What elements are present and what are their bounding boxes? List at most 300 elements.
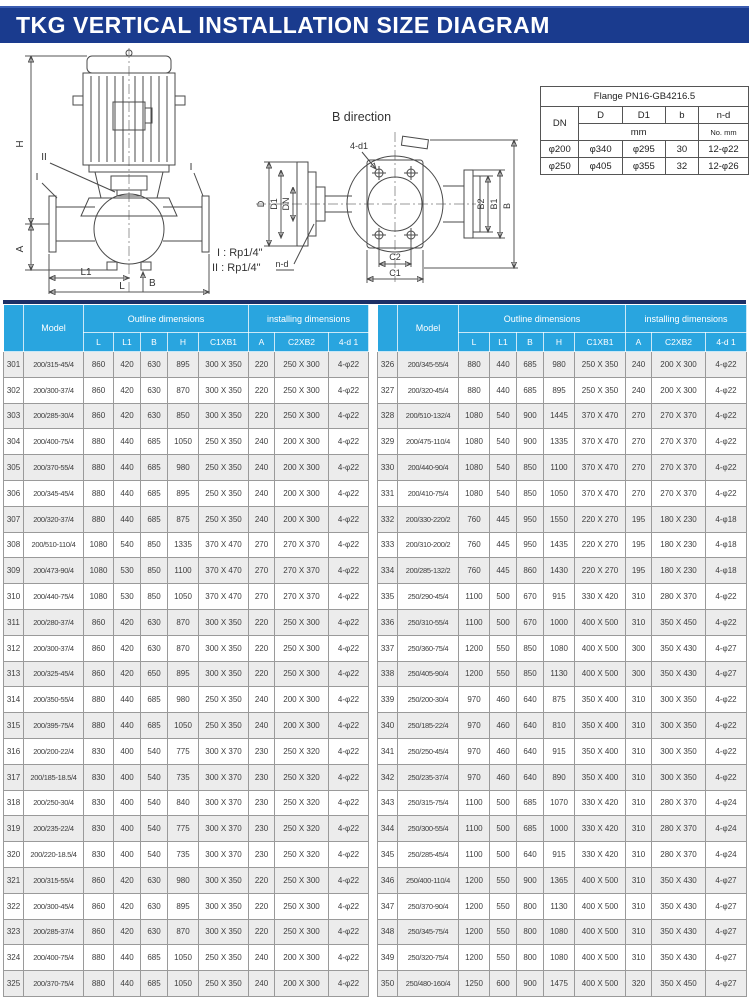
model-cell: 250/290-45/4 (398, 584, 459, 610)
dimension-cell: 250 X 300 (275, 661, 329, 687)
dimension-cell: 4-φ22 (329, 377, 369, 403)
outline-dimensions-group-header: Outline dimensions (459, 305, 626, 333)
dimension-cell: 900 (517, 971, 544, 997)
dimension-cell: 685 (141, 506, 168, 532)
dimension-cell: 200 X 300 (275, 713, 329, 739)
dimension-cell: 915 (544, 584, 575, 610)
dimension-cell: 270 (626, 455, 652, 481)
dimension-cell: 4-φ27 (706, 971, 747, 997)
dimension-cell: 445 (490, 532, 517, 558)
model-cell: 250/370-90/4 (398, 893, 459, 919)
table-row (378, 532, 747, 558)
dimension-cell: 200 X 300 (275, 687, 329, 713)
column-header-a: A (626, 333, 652, 352)
dim-label-c1: C1 (389, 268, 401, 278)
dim-label-h: H (15, 140, 26, 148)
dimension-cell: 420 (114, 352, 141, 378)
dimension-cell: 200 X 300 (652, 377, 706, 403)
table-header-row (4, 305, 369, 333)
dimension-cell: 860 (84, 893, 114, 919)
model-cell: 200/200-22/4 (24, 738, 84, 764)
flange-cell: φ355 (622, 158, 665, 175)
dimension-cell: 250 X 300 (275, 403, 329, 429)
dimension-cell: 330 X 420 (575, 816, 626, 842)
dimension-cell: 1435 (544, 532, 575, 558)
row-number-cell: 330 (378, 455, 398, 481)
dimension-cell: 4-φ22 (706, 738, 747, 764)
dim-label-l: L (119, 281, 125, 292)
column-header-l1: L1 (490, 333, 517, 352)
model-cell: 200/285-30/4 (24, 403, 84, 429)
dimension-cell: 830 (84, 764, 114, 790)
column-header-l1: L1 (114, 333, 141, 352)
dimension-cell: 250 X 350 (199, 971, 249, 997)
dimension-cell: 300 X 350 (652, 738, 706, 764)
model-cell: 200/330-220/2 (398, 506, 459, 532)
dimension-cell: 640 (517, 687, 544, 713)
dimension-cell: 350 X 400 (575, 687, 626, 713)
dimension-cell: 630 (141, 352, 168, 378)
dimension-cell: 1050 (544, 480, 575, 506)
dimension-cell: 220 (249, 867, 275, 893)
dimension-cell: 195 (626, 506, 652, 532)
dimension-cell: 310 (626, 609, 652, 635)
model-cell: 200/370-55/4 (24, 455, 84, 481)
dimension-cell: 440 (114, 971, 141, 997)
dimension-cell: 4-φ18 (706, 558, 747, 584)
dimension-cell: 500 (490, 816, 517, 842)
table-row (4, 506, 369, 532)
dimension-cell: 650 (141, 661, 168, 687)
dimension-cell: 4-φ22 (706, 429, 747, 455)
table-row (4, 377, 369, 403)
dimension-cell: 4-φ22 (329, 919, 369, 945)
row-number-cell: 313 (4, 661, 24, 687)
dimension-cell: 250 X 320 (275, 816, 329, 842)
dimension-cell: 850 (517, 661, 544, 687)
table-row (378, 842, 747, 868)
model-cell: 250/200-30/4 (398, 687, 459, 713)
dimension-cell: 320 (626, 971, 652, 997)
dimension-cell: 250 X 300 (275, 609, 329, 635)
dimension-cell: 775 (168, 816, 199, 842)
model-cell: 200/440-90/4 (398, 455, 459, 481)
dimension-cell: 4-φ24 (706, 816, 747, 842)
flange-cell: φ295 (622, 141, 665, 158)
table-row (4, 532, 369, 558)
dimension-cell: 4-φ22 (329, 429, 369, 455)
dimension-cell: 300 X 350 (199, 403, 249, 429)
table-row (378, 506, 747, 532)
dimension-cell: 400 X 500 (575, 867, 626, 893)
dimension-cell: 195 (626, 558, 652, 584)
model-cell: 250/315-75/4 (398, 790, 459, 816)
dimension-cell: 400 X 500 (575, 609, 626, 635)
dimension-cell: 370 X 470 (575, 403, 626, 429)
dimension-cell: 350 X 430 (652, 945, 706, 971)
table-row (378, 816, 747, 842)
model-cell: 200/370-75/4 (24, 971, 84, 997)
table-row (4, 352, 369, 378)
dimension-cell: 860 (84, 609, 114, 635)
dimension-cell: 300 X 370 (199, 816, 249, 842)
model-cell: 200/235-22/4 (24, 816, 84, 842)
dimension-cell: 370 X 470 (575, 429, 626, 455)
model-cell: 200/250-30/4 (24, 790, 84, 816)
model-cell: 200/320-45/4 (398, 377, 459, 403)
flange-cell: 30 (665, 141, 698, 158)
dimension-cell: 950 (517, 506, 544, 532)
row-number-cell: 305 (4, 455, 24, 481)
dimension-cell: 330 X 420 (575, 584, 626, 610)
table-row (378, 945, 747, 971)
row-number-cell: 319 (4, 816, 24, 842)
column-header-b: B (141, 333, 168, 352)
dimension-cell: 420 (114, 377, 141, 403)
dimension-cell: 250 X 350 (199, 687, 249, 713)
dimension-cell: 540 (490, 480, 517, 506)
dimension-cell: 440 (490, 352, 517, 378)
table-row (4, 455, 369, 481)
dimension-cell: 250 X 320 (275, 790, 329, 816)
table-row (378, 352, 747, 378)
dimension-cell: 350 X 400 (575, 738, 626, 764)
dimension-cell: 860 (84, 403, 114, 429)
installing-dimensions-group-header: installing dimensions (249, 305, 369, 333)
dimension-cell: 1130 (544, 893, 575, 919)
dimension-cell: 350 X 430 (652, 893, 706, 919)
dimension-cell: 300 (626, 661, 652, 687)
dimension-cell: 220 (249, 377, 275, 403)
dimension-cell: 880 (459, 352, 490, 378)
dimension-cell: 1100 (459, 584, 490, 610)
dimension-cell: 670 (517, 584, 544, 610)
dimension-cell: 240 (249, 687, 275, 713)
table-row (378, 764, 747, 790)
dimension-cell: 830 (84, 738, 114, 764)
table-row (4, 764, 369, 790)
model-cell: 200/220-18.5/4 (24, 842, 84, 868)
dimension-cell: 4-φ22 (329, 842, 369, 868)
dimension-cell: 400 (114, 764, 141, 790)
dimension-cell: 1080 (84, 558, 114, 584)
dimension-cell: 4-φ22 (329, 403, 369, 429)
dimension-cell: 230 (249, 738, 275, 764)
model-cell: 250/320-75/4 (398, 945, 459, 971)
dimension-cell: 630 (141, 867, 168, 893)
dimension-cell: 1200 (459, 893, 490, 919)
dimension-cell: 4-φ22 (706, 352, 747, 378)
row-number-cell: 317 (4, 764, 24, 790)
dimension-cell: 220 X 270 (575, 506, 626, 532)
row-number-cell: 350 (378, 971, 398, 997)
row-number-cell: 314 (4, 687, 24, 713)
dimension-cell: 685 (517, 352, 544, 378)
row-number-cell: 339 (378, 687, 398, 713)
dimension-cell: 860 (84, 919, 114, 945)
row-number-cell: 304 (4, 429, 24, 455)
dimension-cell: 220 (249, 661, 275, 687)
row-number-cell: 322 (4, 893, 24, 919)
dimension-cell: 310 (626, 584, 652, 610)
dimension-cell: 500 (490, 790, 517, 816)
dimension-cell: 1080 (544, 635, 575, 661)
dimension-cell: 4-φ18 (706, 506, 747, 532)
table-row (4, 635, 369, 661)
model-cell: 250/400-110/4 (398, 867, 459, 893)
dimension-cell: 350 X 450 (652, 971, 706, 997)
dimension-cell: 220 (249, 635, 275, 661)
dimension-cell: 300 X 350 (652, 687, 706, 713)
row-number-cell: 335 (378, 584, 398, 610)
dimension-cell: 460 (490, 687, 517, 713)
dimension-cell: 970 (459, 687, 490, 713)
dimension-cell: 4-φ22 (329, 790, 369, 816)
dimension-cell: 230 (249, 764, 275, 790)
dimension-cell: 860 (84, 867, 114, 893)
model-cell: 250/310-55/4 (398, 609, 459, 635)
dimension-cell: 250 X 300 (275, 377, 329, 403)
dimension-cell: 200 X 300 (652, 352, 706, 378)
column-header-dn: DN (541, 107, 579, 141)
dimension-cell: 4-φ27 (706, 893, 747, 919)
dimension-cell: 850 (517, 455, 544, 481)
dimension-cell: 4-φ27 (706, 867, 747, 893)
dimension-cell: 1080 (84, 532, 114, 558)
dimension-cell: 550 (490, 635, 517, 661)
row-number-cell: 327 (378, 377, 398, 403)
dimension-cell: 1000 (544, 609, 575, 635)
dimension-cell: 240 (249, 480, 275, 506)
dimension-cell: 600 (490, 971, 517, 997)
model-cell: 200/325-45/4 (24, 661, 84, 687)
dimension-cell: 895 (544, 377, 575, 403)
dimension-cell: 445 (490, 506, 517, 532)
table-row (378, 687, 747, 713)
dimension-cell: 310 (626, 867, 652, 893)
dimension-cell: 440 (114, 713, 141, 739)
row-number-cell: 325 (4, 971, 24, 997)
table-row (4, 945, 369, 971)
dimension-cell: 310 (626, 713, 652, 739)
dimension-cell: 1200 (459, 919, 490, 945)
dimension-cell: 980 (168, 867, 199, 893)
dimension-cell: 310 (626, 790, 652, 816)
dimension-cell: 310 (626, 842, 652, 868)
dimension-cell: 180 X 230 (652, 558, 706, 584)
dimension-cell: 850 (141, 558, 168, 584)
dimension-cell: 1365 (544, 867, 575, 893)
column-header-4d1: 4-d 1 (706, 333, 747, 352)
model-cell: 250/405-90/4 (398, 661, 459, 687)
dimension-cell: 250 X 300 (275, 352, 329, 378)
dimension-cell: 300 X 370 (199, 738, 249, 764)
dimension-cell: 895 (168, 352, 199, 378)
dimension-cell: 300 X 350 (199, 919, 249, 945)
row-number-cell: 302 (4, 377, 24, 403)
table-row (378, 429, 747, 455)
model-cell: 200/310-200/2 (398, 532, 459, 558)
dimension-cell: 4-φ22 (329, 661, 369, 687)
dimension-cell: 250 X 320 (275, 764, 329, 790)
dimension-cell: 440 (114, 429, 141, 455)
dimension-cell: 420 (114, 867, 141, 893)
dimension-cell: 1200 (459, 945, 490, 971)
model-cell: 200/300-45/4 (24, 893, 84, 919)
dimension-cell: 4-φ18 (706, 532, 747, 558)
dimension-cell: 230 (249, 790, 275, 816)
dimension-cell: 180 X 230 (652, 532, 706, 558)
dimension-cell: 900 (517, 867, 544, 893)
dim-label-b1: B1 (489, 198, 499, 210)
dimension-cell: 1430 (544, 558, 575, 584)
dimension-cell: 980 (168, 455, 199, 481)
dimension-cell: 420 (114, 635, 141, 661)
row-number-cell: 345 (378, 842, 398, 868)
dimension-cell: 240 (626, 352, 652, 378)
dimension-cell: 350 X 400 (575, 713, 626, 739)
dimension-cell: 250 X 300 (275, 867, 329, 893)
dimension-cell: 900 (517, 403, 544, 429)
dimension-cell: 4-φ22 (706, 584, 747, 610)
column-header-b: b (665, 107, 698, 124)
dim-label-d: D (256, 200, 266, 208)
table-row (378, 558, 747, 584)
number-column-header (378, 305, 398, 352)
column-header-4d1: 4-d 1 (329, 333, 369, 352)
model-cell: 250/235-37/4 (398, 764, 459, 790)
row-number-cell: 308 (4, 532, 24, 558)
dimension-cell: 1100 (459, 816, 490, 842)
dimension-cell: 630 (141, 635, 168, 661)
dimension-cell: 195 (626, 532, 652, 558)
row-number-cell: 310 (4, 584, 24, 610)
table-row (4, 738, 369, 764)
dimension-cell: 220 (249, 609, 275, 635)
dimension-cell: 1100 (168, 558, 199, 584)
dimension-cell: 250 X 350 (199, 945, 249, 971)
dimension-cell: 540 (141, 790, 168, 816)
dimension-cell: 1050 (168, 584, 199, 610)
dimension-cell: 1200 (459, 661, 490, 687)
model-column-header: Model (24, 305, 84, 352)
label-4-d1: 4-d1 (350, 141, 369, 151)
dimension-cell: 280 X 370 (652, 790, 706, 816)
number-column-header (4, 305, 24, 352)
page-header-banner (0, 6, 749, 43)
dimension-cell: 250 X 300 (275, 635, 329, 661)
dimension-cell: 880 (84, 480, 114, 506)
row-number-cell: 342 (378, 764, 398, 790)
dimension-cell: 500 (490, 609, 517, 635)
dimension-cell: 1200 (459, 635, 490, 661)
dim-label-dn: DN (281, 197, 291, 211)
dimension-cell: 250 X 350 (199, 713, 249, 739)
dimension-cell: 4-φ22 (706, 713, 747, 739)
dimension-cell: 860 (84, 661, 114, 687)
dimension-cell: 540 (490, 403, 517, 429)
dimension-cell: 550 (490, 919, 517, 945)
model-cell: 200/185-18.5/4 (24, 764, 84, 790)
dimension-cell: 890 (544, 764, 575, 790)
dimension-cell: 250 X 320 (275, 738, 329, 764)
dimension-cell: 270 (249, 584, 275, 610)
dimension-cell: 270 (249, 558, 275, 584)
dimension-cell: 300 X 350 (199, 609, 249, 635)
row-number-cell: 311 (4, 609, 24, 635)
table-row (378, 635, 747, 661)
dimension-cell: 1080 (459, 403, 490, 429)
dimension-cell: 1100 (544, 455, 575, 481)
table-row (378, 609, 747, 635)
table-row (4, 816, 369, 842)
label-i-right: I (189, 162, 193, 173)
row-number-cell: 341 (378, 738, 398, 764)
dimension-cell: 460 (490, 738, 517, 764)
dimension-cell: 220 (249, 893, 275, 919)
model-cell: 250/360-75/4 (398, 635, 459, 661)
dimension-cell: 540 (490, 455, 517, 481)
table-row (4, 790, 369, 816)
dimension-cell: 1080 (459, 429, 490, 455)
table-row (378, 790, 747, 816)
row-number-cell: 346 (378, 867, 398, 893)
model-cell: 200/510-110/4 (24, 532, 84, 558)
dimension-cell: 270 (626, 429, 652, 455)
dimension-cell: 310 (626, 893, 652, 919)
row-number-cell: 338 (378, 661, 398, 687)
dimension-cell: 880 (84, 713, 114, 739)
dimension-cell: 220 (249, 403, 275, 429)
table-row (378, 403, 747, 429)
dimension-cell: 230 (249, 816, 275, 842)
dimension-cell: 630 (141, 893, 168, 919)
dimension-cell: 4-φ22 (706, 455, 747, 481)
row-number-cell: 323 (4, 919, 24, 945)
row-number-cell: 329 (378, 429, 398, 455)
table-row (4, 842, 369, 868)
dimension-cell: 830 (84, 842, 114, 868)
dimension-cell: 540 (141, 842, 168, 868)
dim-label-b2: B2 (476, 198, 486, 210)
dimension-cell: 270 (626, 403, 652, 429)
model-cell: 200/440-75/4 (24, 584, 84, 610)
dimension-cell: 685 (517, 790, 544, 816)
dimension-cell: 1250 (459, 971, 490, 997)
dimension-cell: 980 (544, 352, 575, 378)
row-number-cell: 340 (378, 713, 398, 739)
dimension-cell: 1080 (84, 584, 114, 610)
dimension-cell: 400 X 500 (575, 893, 626, 919)
table-row (4, 609, 369, 635)
table-row (4, 558, 369, 584)
model-cell: 250/345-75/4 (398, 919, 459, 945)
dimension-cell: 4-φ24 (706, 842, 747, 868)
dimension-cell: 540 (490, 429, 517, 455)
table-row (378, 738, 747, 764)
model-cell: 200/345-55/4 (398, 352, 459, 378)
dimension-cell: 250 X 350 (199, 480, 249, 506)
row-number-cell: 334 (378, 558, 398, 584)
table-row (4, 867, 369, 893)
table-row (4, 584, 369, 610)
dimension-cell: 350 X 400 (575, 764, 626, 790)
dimension-cell: 310 (626, 816, 652, 842)
dimension-cell: 1050 (168, 945, 199, 971)
dimension-cell: 220 (249, 919, 275, 945)
dimension-cell: 550 (490, 661, 517, 687)
model-cell: 250/285-45/4 (398, 842, 459, 868)
